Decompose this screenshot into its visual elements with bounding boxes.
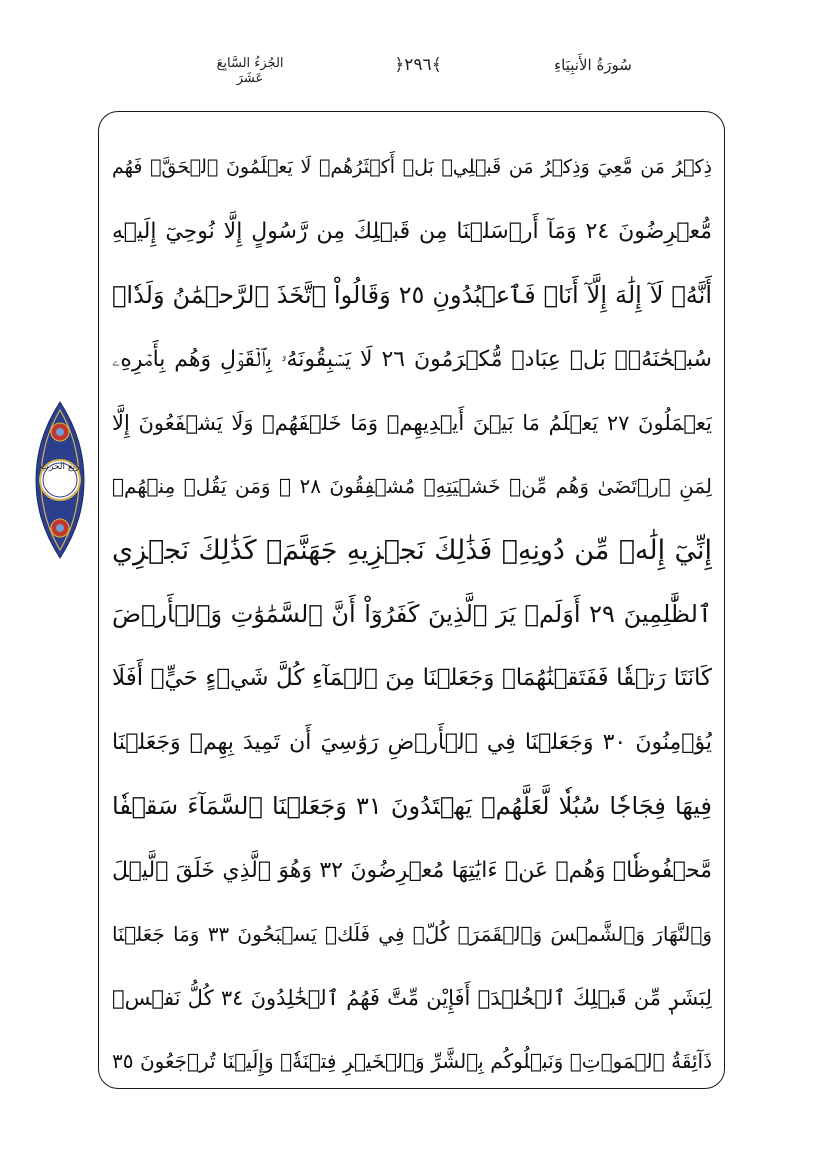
text-line: إِنِّيٓ إِلَٰهٞ مِّن دُونِهِۦ فَذَٰلِكَ نَجۡزِيهِ جَهَنَّمَۚ كَذَٰلِكَ نَجۡزِي (112, 535, 712, 567)
text-line: مَّحۡفُوظٗاۖ وَهُمۡ عَنۡ ءَايَٰتِهَا مُعۡرِضُونَ ٣٢ وَهُوَ ٱلَّذِي خَلَقَ ٱلَّيۡلَ (112, 857, 712, 883)
hizb-marker (34, 400, 86, 560)
text-line: يَعۡمَلُونَ ٢٧ يَعۡلَمُ مَا بَيۡنَ أَيۡدِيهِمۡ وَمَا خَلۡفَهُمۡ وَلَا يَشۡفَعُونَ إِلَّا (112, 410, 712, 435)
text-line: ذِكۡرُ مَن مَّعِيَ وَذِكۡرُ مَن قَبۡلِيۗ بَلۡ أَكۡثَرُهُمۡ لَا يَعۡلَمُونَ ٱلۡحَقَّۖ فَهُم (112, 156, 712, 178)
quran-text (112, 136, 712, 1094)
surah-name: سُورَةُ الأَنبِيَاءِ (554, 56, 632, 74)
text-line: يُؤۡمِنُونَ ٣٠ وَجَعَلۡنَا فِي ٱلۡأَرۡضِ رَوَٰسِيَ أَن تَمِيدَ بِهِمۡ وَجَعَلۡنَا (112, 730, 712, 756)
text-line: مُّعۡرِضُونَ ٢٤ وَمَآ أَرۡسَلۡنَا مِن قَبۡلِكَ مِن رَّسُولٍ إِلَّا نُوحِيٓ إِلَيۡهِ (112, 218, 712, 244)
text-line: ذَآئِقَةُ ٱلۡمَوۡتِۗ وَنَبۡلُوكُم بِٱلشَّرِّ وَٱلۡخَيۡرِ فِتۡنَةٗۖ وَإِلَيۡنَا تُرۡجَعُونَ ٣٥ (112, 1049, 712, 1074)
text-line: لِمَنِ ٱرۡتَضَىٰ وَهُم مِّنۡ خَشۡيَتِهِۦ مُشۡفِقُونَ ٢٨ ۞ وَمَن يَقُلۡ مِنۡهُمۡ (112, 474, 712, 499)
hizb-ornament-icon (34, 400, 86, 560)
juz-name: الجُزءُ السَّابِعَ عَشَرَ (216, 56, 284, 86)
page-number: ﴿٢٩٦﴾ (394, 55, 442, 75)
text-line: سُبۡحَٰنَهُۥۚ بَلۡ عِبَادٞ مُّكۡرَمُونَ ٢٦ لَا يَسۡبِقُونَهُۥ بِٱلۡقَوۡلِ وَهُم بِأَمۡرِهِۦ (112, 346, 712, 372)
hizb-label: ربع الحزب (40, 462, 80, 472)
text-line: فِيهَا فِجَاجٗا سُبُلٗا لَّعَلَّهُمۡ يَهۡتَدُونَ ٣١ وَجَعَلۡنَا ٱلسَّمَآءَ سَقۡفٗا (112, 791, 712, 820)
text-line: ٱلظَّٰلِمِينَ ٢٩ أَوَلَمۡ يَرَ ٱلَّذِينَ كَفَرُوٓاْ أَنَّ ٱلسَّمَٰوَٰتِ وَٱلۡأَرۡضَ (112, 600, 712, 629)
text-line: أَنَّهُۥ لَآ إِلَٰهَ إِلَّآ أَنَا۠ فَٱعۡبُدُونِ ٢٥ وَقَالُواْ ٱتَّخَذَ ٱلرَّحۡمَٰنُ وَلَدٗاۗ (112, 280, 712, 309)
text-line: وَٱلنَّهَارَ وَٱلشَّمۡسَ وَٱلۡقَمَرَۖ كُلّٞ فِي فَلَكٖ يَسۡبَحُونَ ٣٣ وَمَا جَعَلۡنَا (112, 921, 712, 946)
text-line: لِبَشَرٖ مِّن قَبۡلِكَ ٱلۡخُلۡدَۖ أَفَإِيْن مِّتَّ فَهُمُ ٱلۡخَٰلِدُونَ ٣٤ كُلُّ نَفۡسٖ (112, 985, 712, 1010)
text-line: كَانَتَا رَتۡقٗا فَفَتَقۡنَٰهُمَاۖ وَجَعَلۡنَا مِنَ ٱلۡمَآءِ كُلَّ شَيۡءٍ حَيٍّۚ أَفَلَا (112, 665, 712, 692)
